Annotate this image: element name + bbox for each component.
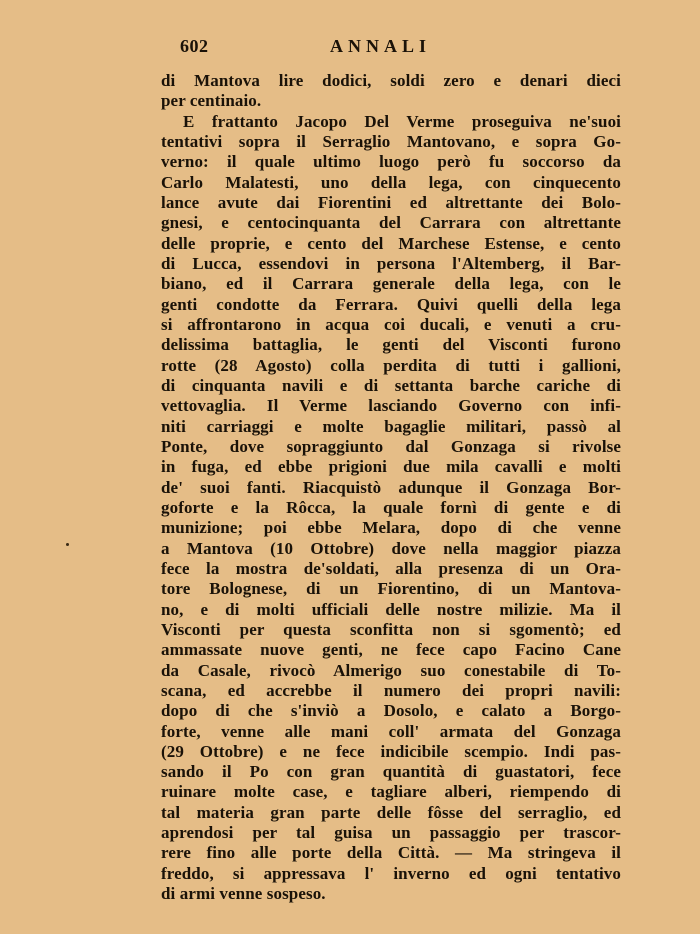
text-line: Visconti per questa sconfitta non si sgomentò; ed — [161, 619, 621, 639]
text-line: dopo di che s'inviò a Dosolo, e calato a Borgo- — [161, 701, 621, 721]
text-line: Carlo Malatesti, uno della lega, con cinquecento — [161, 172, 621, 192]
text-line: per centinaio. — [161, 91, 262, 111]
text-line: niti carriaggi e molte bagaglie militari, passò al — [161, 416, 621, 436]
text-line: munizione; poi ebbe Melara, dopo di che venne — [161, 518, 621, 538]
text-line: di cinquanta navili e di settanta barche cariche di — [161, 375, 621, 395]
text-line: vettovaglia. Il Verme lasciando Governo con infi- — [161, 396, 621, 416]
text-line: lance avute dai Fiorentini ed altrettante dei Bolo- — [161, 192, 621, 212]
text-line: tore Bolognese, di un Fiorentino, di un Mantova- — [161, 579, 621, 599]
text-line: delissima battaglia, le genti del Visconti furono — [161, 335, 621, 355]
text-line: E frattanto Jacopo Del Verme proseguiva ne'suoi — [183, 111, 621, 131]
text-line: de' suoi fanti. Riacquistò adunque il Gonzaga Bor- — [161, 477, 621, 497]
page-number: 602 — [180, 36, 209, 56]
text-line: goforte e la Rôcca, la quale fornì di gente e di — [161, 497, 621, 517]
text-line: aprendosi per tal guisa un passaggio per trascor- — [161, 823, 621, 843]
text-line: scana, ed accrebbe il numero dei propri navili: — [161, 680, 621, 700]
text-line: freddo, si appressava l' inverno ed ogni tentativo — [161, 863, 621, 883]
text-line: no, e di molti ufficiali delle nostre milizie. Ma il — [161, 599, 621, 619]
text-line: rere fino alle porte della Città. — Ma stringeva il — [161, 843, 621, 863]
text-line: tal materia gran parte delle fôsse del serraglio, ed — [161, 802, 621, 822]
body-text — [161, 71, 621, 904]
running-head: ANNALI — [330, 36, 432, 56]
text-line: ruinare molte case, e tagliare alberi, riempendo di — [161, 782, 621, 802]
text-line: verno: il quale ultimo luogo però fu soccorso da — [161, 152, 621, 172]
text-line: rotte (28 Agosto) colla perdita di tutti i gallioni, — [161, 355, 621, 375]
text-line: delle proprie, e cento del Marchese Estense, e cento — [161, 233, 621, 253]
text-line: in fuga, ed ebbe prigioni due mila cavalli e molti — [161, 457, 621, 477]
text-line: a Mantova (10 Ottobre) dove nella maggior piazza — [161, 538, 621, 558]
text-line: di Lucca, essendovi in persona l'Altemberg, il Bar- — [161, 253, 621, 273]
text-line: di Mantova lire dodici, soldi zero e denari dieci — [161, 71, 621, 90]
text-line: di armi venne sospeso. — [161, 884, 326, 904]
text-line: si affrontarono in acqua coi ducali, e venuti a cru- — [161, 314, 621, 334]
text-line: Ponte, dove sopraggiunto dal Gonzaga si rivolse — [161, 436, 621, 456]
text-line: biano, ed il Carrara generale della lega, con le — [161, 274, 621, 294]
text-line: tentativi sopra il Serraglio Mantovano, e sopra Go- — [161, 131, 621, 151]
text-line: gnesi, e centocinquanta del Carrara con altrettante — [161, 213, 621, 233]
text-line: forte, venne alle mani coll' armata del Gonzaga — [161, 721, 621, 741]
text-line: fece la mostra de'soldati, alla presenza di un Ora- — [161, 558, 621, 578]
ink-speck — [66, 543, 69, 546]
text-line: sando il Po con gran quantità di guastatori, fece — [161, 762, 621, 782]
text-line: ammassate nuove genti, ne fece capo Facino Cane — [161, 640, 621, 660]
text-line: da Casale, rivocò Almerigo suo conestabile di To- — [161, 660, 621, 680]
text-line: genti condotte da Ferrara. Quivi quelli della lega — [161, 294, 621, 314]
text-line: (29 Ottobre) e ne fece indicibile scempio. Indi pas- — [161, 741, 621, 761]
